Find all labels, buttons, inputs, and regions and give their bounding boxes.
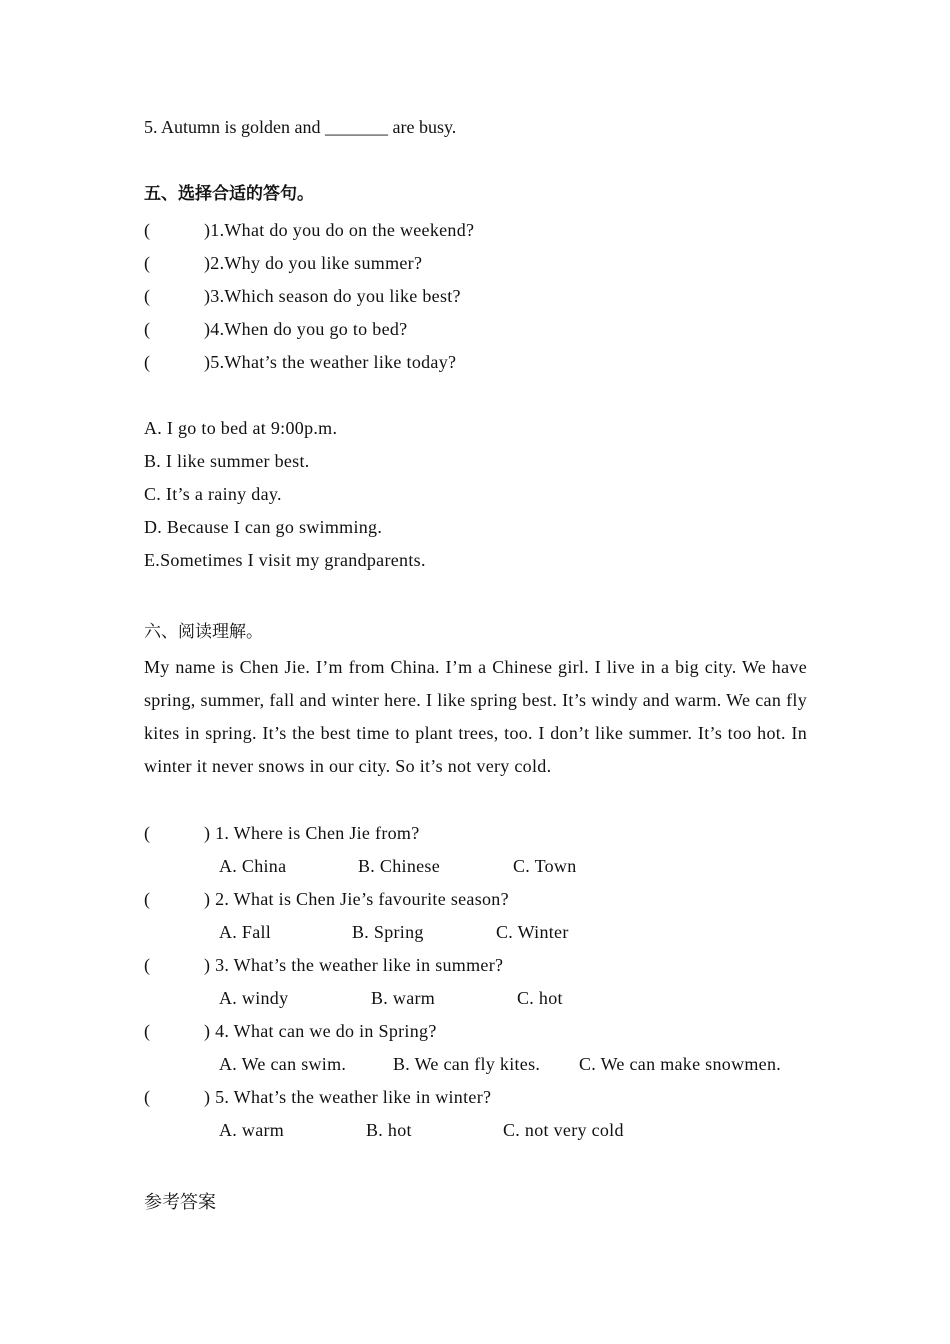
question-text: ) 4. What can we do in Spring? bbox=[204, 1021, 437, 1041]
answer-blank[interactable]: ( bbox=[144, 955, 151, 975]
s5-question-2 bbox=[144, 252, 422, 274]
section-6-heading: 六、阅读理解。 bbox=[144, 622, 263, 642]
option-b[interactable]: B. We can fly kites. bbox=[393, 1054, 541, 1074]
answer-blank[interactable]: ( bbox=[144, 1021, 151, 1041]
s6-question-1 bbox=[144, 822, 420, 844]
option-b[interactable]: B. Spring bbox=[352, 922, 424, 942]
option-b[interactable]: B. Chinese bbox=[358, 856, 440, 876]
option-c[interactable]: C. We can make snowmen. bbox=[579, 1054, 782, 1074]
question-text: ) 1. Where is Chen Jie from? bbox=[204, 823, 420, 843]
question-text: ) 3. What’s the weather like in summer? bbox=[204, 955, 504, 975]
s6-question-4 bbox=[144, 1020, 437, 1042]
answer-blank[interactable]: ( bbox=[144, 220, 151, 240]
s5-answer-e: E.Sometimes I visit my grandparents. bbox=[144, 550, 426, 570]
fill-blank-item-5: 5. Autumn is golden and _______ are busy. bbox=[144, 117, 457, 137]
s5-question-1 bbox=[144, 219, 474, 241]
answer-blank[interactable]: ( bbox=[144, 286, 151, 306]
option-b[interactable]: B. warm bbox=[371, 988, 436, 1008]
s6-question-5 bbox=[144, 1086, 491, 1108]
option-c[interactable]: C. hot bbox=[517, 988, 563, 1008]
answer-blank[interactable]: ( bbox=[144, 1087, 151, 1107]
answer-key-title: 参考答案 bbox=[144, 1192, 216, 1213]
option-a[interactable]: A. We can swim. bbox=[219, 1054, 347, 1074]
option-b[interactable]: B. hot bbox=[366, 1120, 412, 1140]
s5-answer-d: D. Because I can go swimming. bbox=[144, 517, 383, 537]
question-text: ) 2. What is Chen Jie’s favourite season? bbox=[204, 889, 509, 909]
question-text: )3.Which season do you like best? bbox=[204, 286, 461, 306]
option-c[interactable]: C. not very cold bbox=[503, 1120, 624, 1140]
question-text: )2.Why do you like summer? bbox=[204, 253, 423, 273]
s5-question-3 bbox=[144, 285, 461, 307]
option-a[interactable]: A. warm bbox=[219, 1120, 285, 1140]
section-5-heading: 五、选择合适的答句。 bbox=[144, 184, 314, 204]
option-c[interactable]: C. Winter bbox=[496, 922, 569, 942]
answer-blank[interactable]: ( bbox=[144, 319, 151, 339]
s5-answer-a: A. I go to bed at 9:00p.m. bbox=[144, 418, 338, 438]
question-text: )4.When do you go to bed? bbox=[204, 319, 408, 339]
option-a[interactable]: A. China bbox=[219, 856, 287, 876]
answer-blank[interactable]: ( bbox=[144, 352, 151, 372]
option-a[interactable]: A. windy bbox=[219, 988, 289, 1008]
option-c[interactable]: C. Town bbox=[513, 856, 577, 876]
question-text: ) 5. What’s the weather like in winter? bbox=[204, 1087, 492, 1107]
s5-answer-b: B. I like summer best. bbox=[144, 451, 310, 471]
option-a[interactable]: A. Fall bbox=[219, 922, 272, 942]
s6-question-2 bbox=[144, 888, 509, 910]
s6-question-3 bbox=[144, 954, 503, 976]
question-text: )5.What’s the weather like today? bbox=[204, 352, 457, 372]
question-text: )1.What do you do on the weekend? bbox=[204, 220, 475, 240]
reading-passage: My name is Chen Jie. I’m from China. I’m a Chinese girl. I live in a big city. We have spring, summer, fall and winter here. I like spring best. It’s windy and warm. We can fly kites in spring. It’s the best time to plant trees, too. I don’t like summer. It’s too hot. In winter it never snows in our city. So it’s not very cold. bbox=[144, 657, 807, 776]
answer-blank[interactable]: ( bbox=[144, 889, 151, 909]
s5-question-4 bbox=[144, 318, 407, 340]
s5-answer-c: C. It’s a rainy day. bbox=[144, 484, 282, 504]
s5-question-5 bbox=[144, 351, 456, 373]
answer-blank[interactable]: ( bbox=[144, 823, 151, 843]
answer-blank[interactable]: ( bbox=[144, 253, 151, 273]
